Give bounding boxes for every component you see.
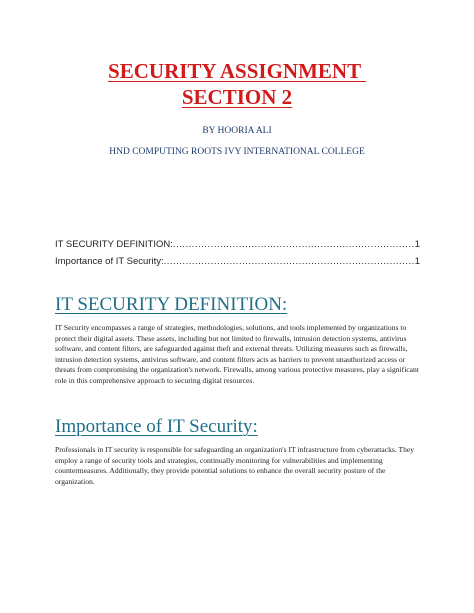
author-line: BY HOORIA ALI bbox=[202, 126, 272, 136]
section-body-importance: Professionals in IT security is responsible for safeguarding an organization's IT infrastructure from cyberattacks. They employ a range of security tools and strategies, continually monitoring for vulnerabilities and implementing countermeasures. Additionally, they provide potential solutions to enhance the overall security posture of the organization. bbox=[55, 445, 415, 486]
institution-line: HND COMPUTING ROOTS IVY INTERNATIONAL COLLEGE bbox=[109, 147, 365, 157]
toc-entry-label: Importance of IT Security: bbox=[55, 256, 164, 267]
toc-entry-label: IT SECURITY DEFINITION: bbox=[55, 239, 173, 250]
section-heading-importance: Importance of IT Security: bbox=[55, 416, 258, 437]
document-title-line-2: SECTION 2 bbox=[181, 85, 293, 109]
toc-entry-page: 1 bbox=[414, 256, 420, 267]
section-heading-it-security-definition: IT SECURITY DEFINITION: bbox=[55, 294, 288, 315]
toc-entry[interactable] bbox=[55, 239, 420, 251]
document-title-line-1: SECURITY ASSIGNMENT bbox=[108, 59, 366, 83]
toc-entry-page: 1 bbox=[414, 239, 420, 250]
section-body-it-security-definition: IT Security encompasses a range of strategies, methodologies, solutions, and tools implemented by organizations to protect their digital assets. These assets, including but not limited to firewalls, intrusion detection systems, antivirus software, and content filters, are safeguarded against theft and external threats. Utilizing measures such as firewalls, intrusion detection systems, antivirus software, and content filters acts as barriers to prevent unauthorized access or threats from compromising the organization's network. Firewalls, among various protective measures, play a significant role in this comprehensive approach to securing digital resources. bbox=[55, 323, 419, 385]
toc-leader-dots bbox=[164, 256, 414, 268]
toc-entry[interactable] bbox=[55, 256, 420, 268]
toc-leader-dots bbox=[173, 239, 414, 251]
